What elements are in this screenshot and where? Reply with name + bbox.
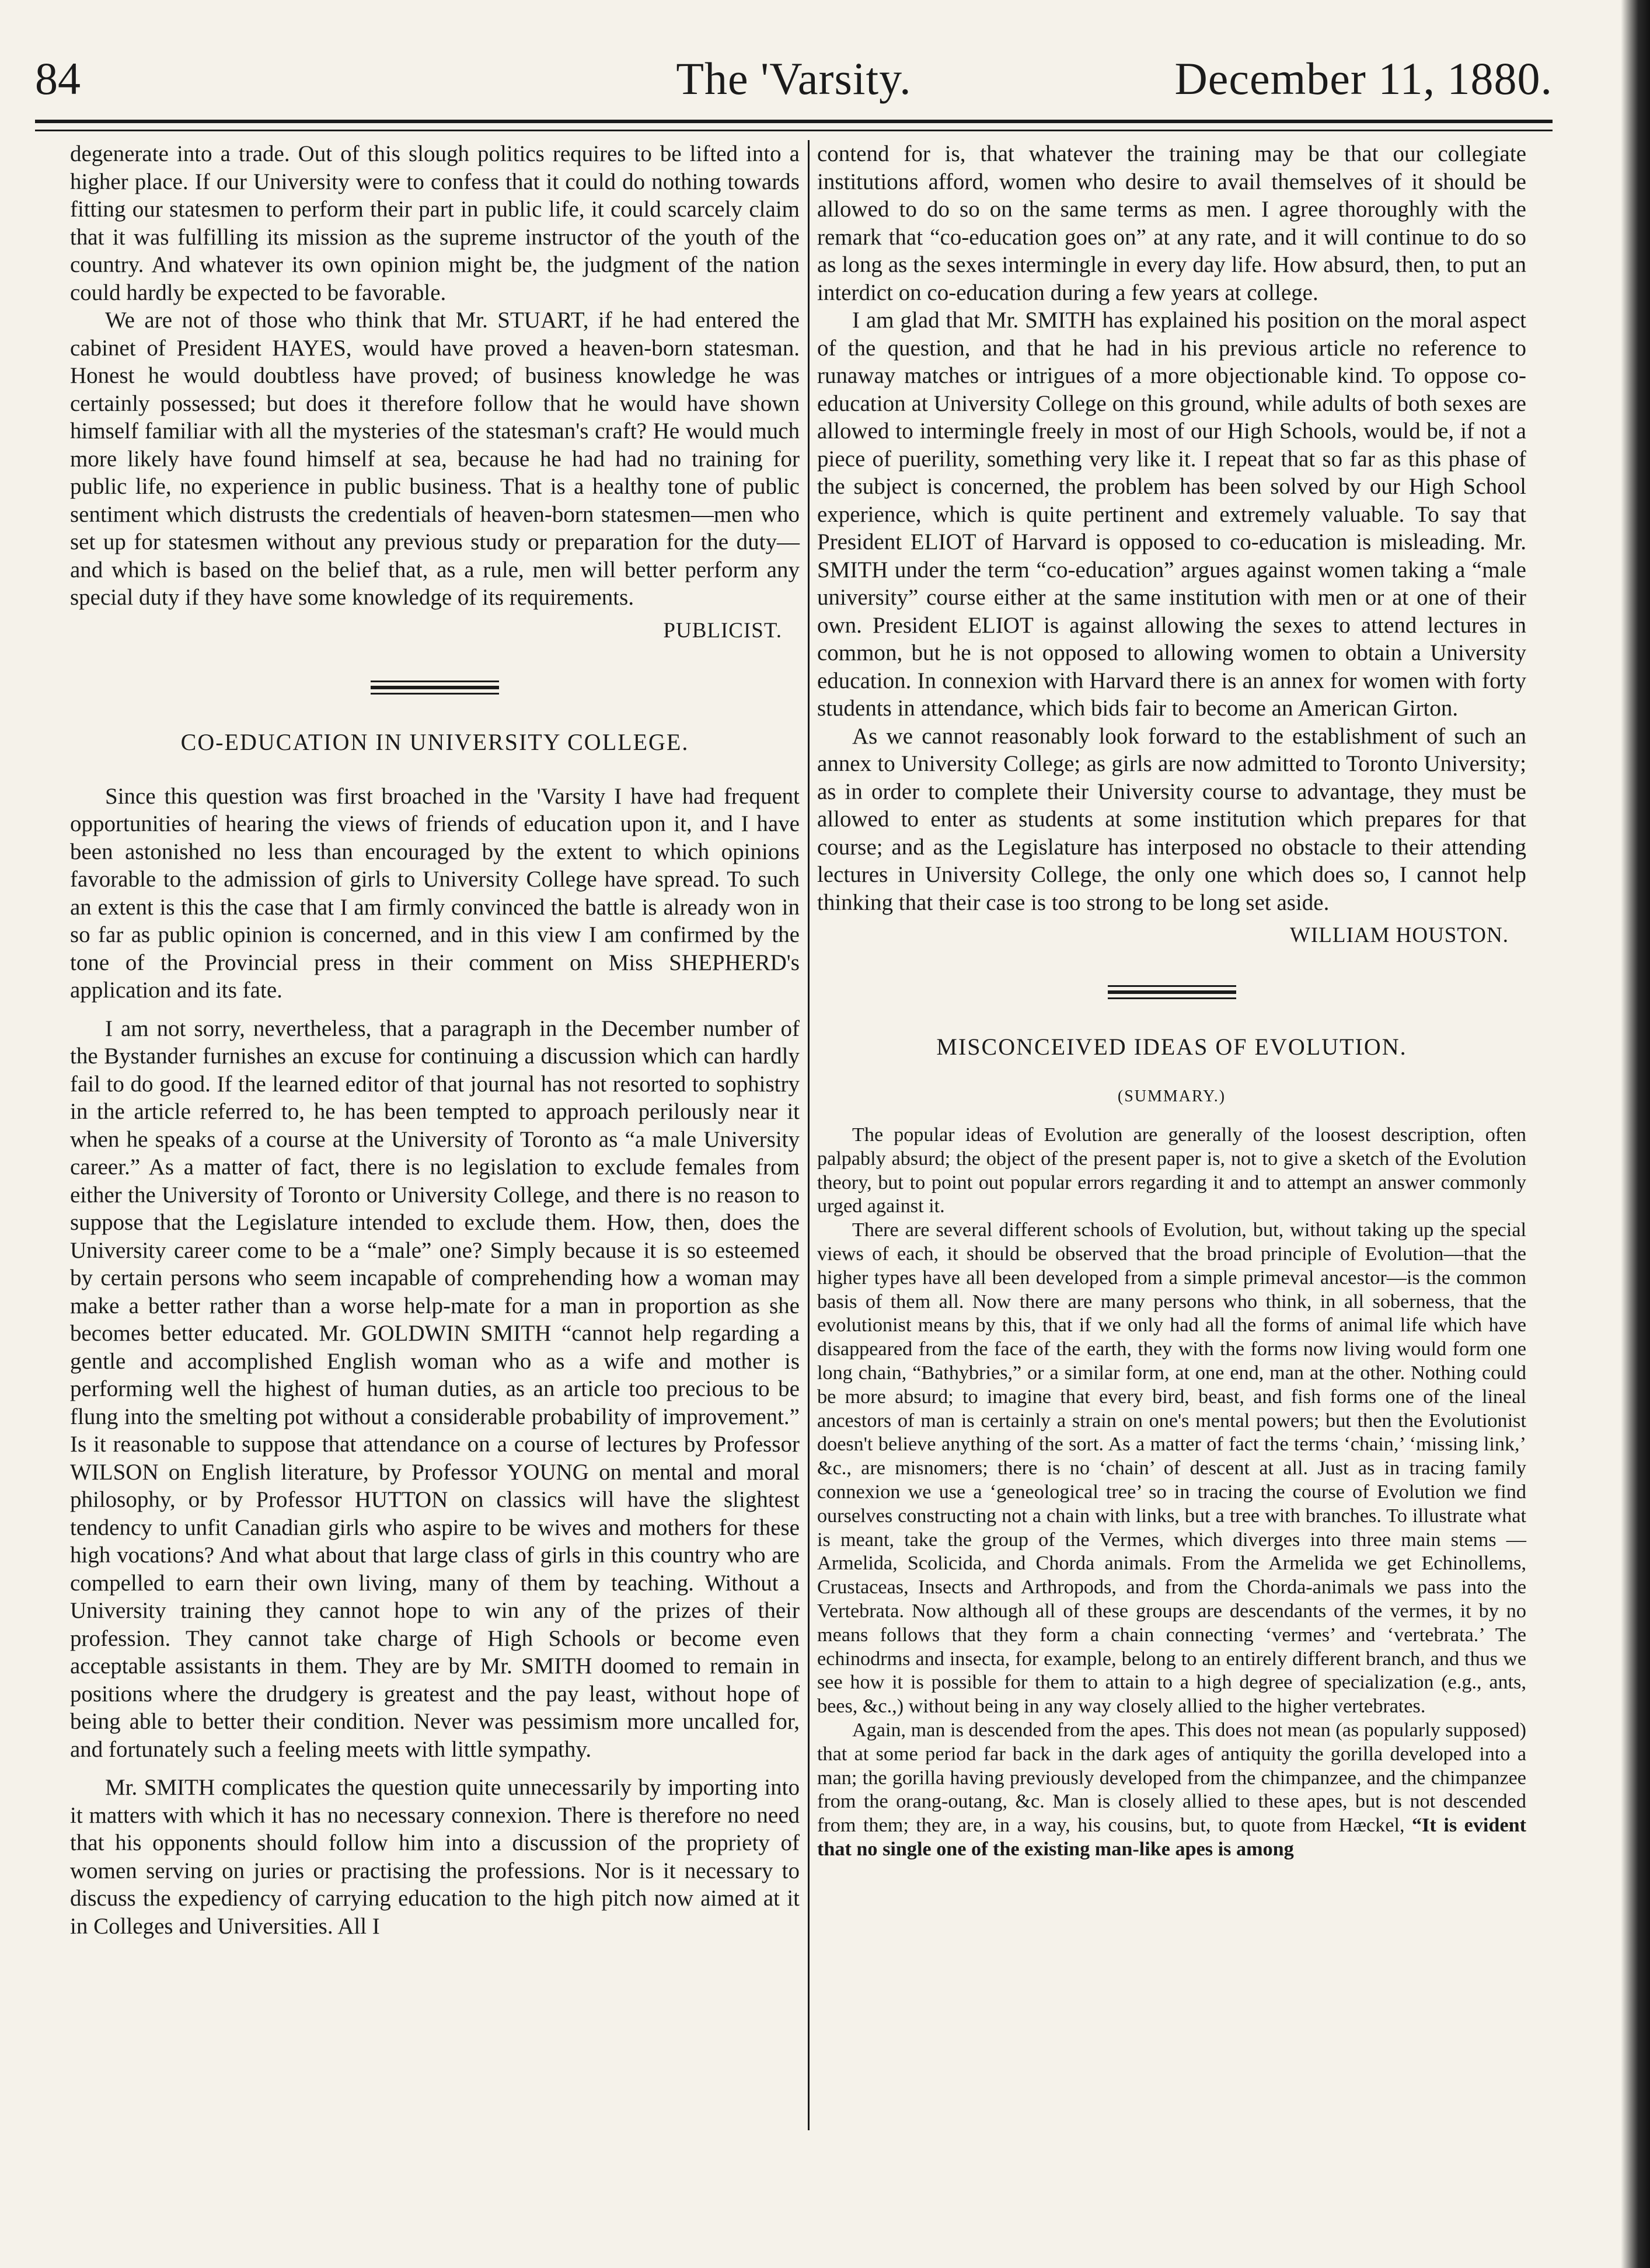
issue-date: December 11, 1880.: [1174, 53, 1553, 104]
right-column: [817, 140, 1526, 1862]
author-signature: PUBLICIST.: [663, 618, 782, 643]
paragraph: As we cannot reasonably look forward to the establishment of such an annex to University College; as girls are now admitted to Toronto University; as in order to complete their University course to advantage, they must be allowed to enter as students at some institution which prepares for that course; and as the Legislature has interposed no obstacle to their attending lectures in University College, the only one which does so, I cannot help thinking that their case is too strong to be long set aside.: [817, 723, 1526, 915]
paragraph: Since this question was first broached in the 'Varsity I have had frequent opportunities of hearing the views of friends of education upon it, and I have been astonished no less than encouraged by the extent to which opinions favorable to the admission of girls to University College have spread. To such an extent is this the case that I am firmly convinced the battle is already won in so far as public opinion is concerned, and in this view I am confirmed by the tone of the Provincial press in their comment on Miss SHEPHERD's application and its fate.: [70, 783, 800, 1003]
section-divider: [1108, 985, 1236, 999]
paragraph: Mr. SMITH complicates the question quite unnecessarily by importing into it matters with which it has no necessary connexion. There is therefore no need that his opponents should follow him into a discussion of the propriety of women serving on juries or practising the professions. Nor is it necessary to discuss the expediency of carrying education to the high pitch now aimed at it in Colleges and Universities. All I: [70, 1775, 800, 1939]
article-subtitle: (SUMMARY.): [1117, 1087, 1226, 1105]
paragraph: I am not sorry, nevertheless, that a paragraph in the December number of the Bystander furnishes an excuse for continuing a discussion which can hardly fail to do good. If the learned editor of that journal has not resorted to sophistry in the article referred to, he has been tempted to approach perilously near it when he speaks of a course at the University of Toronto as “a male University career.” As a matter of fact, there is no legislation to exclude females from either the University of Toronto or University College, and there is no reason to suppose that the Legislature intended to exclude them. How, then, does the University career come to be a “male” one? Simply because it is so esteemed by certain persons who seem incapable of comprehending how a woman may make a better rather than a worse help-mate for a man in proportion as she becomes better educated. Mr. GOLDWIN SMITH “cannot help regarding a gentle and accomplished English woman who as a wife and mother is performing well the highest of human duties, as an article too precious to be flung into the smelting pot without a considerable probability of improvement.” Is it reasonable to suppose that attendance on a course of lectures by Professor WILSON on English literature, by Professor YOUNG on mental and moral philosophy, or by Professor HUTTON on classics will have the slightest tendency to unfit Canadian girls who aspire to be wives and mothers for these high vocations? And what about that large class of girls in this country who are compelled to earn their own living, many of them by teaching. Without a University training they cannot hope to win any of the prizes of their profession. They cannot take charge of High Schools or become even acceptable assistants in them. They are by Mr. SMITH doomed to remain in positions where the drudgery is greatest and the pay least, without hope of being able to better their condition. Never was pessimism more uncalled for, and fortunately such a feeling meets with little sympathy.: [70, 1016, 800, 1762]
section-divider: [371, 681, 499, 695]
paragraph: We are not of those who think that Mr. STUART, if he had entered the cabinet of President HAYES, would have proved a heaven-born statesman. Honest he would doubtless have proved; of business knowledge he was certainly possessed; but does it therefore follow that he would have shown himself familiar with all the mysteries of the statesman's craft? He would much more likely have found himself at sea, because he had had no training for public life, no experience in public business. That is a healthy tone of public sentiment which distrusts the credentials of heaven-born statesmen—men who set up for statesmen without any previous study or preparation for the duty—and which is based on the belief that, as a rule, men will better perform any special duty if they have some knowledge of its requirements.: [70, 308, 800, 610]
paragraph: degenerate into a trade. Out of this slough politics requires to be lifted into a higher place. If our University were to confess that it could do nothing towards fitting our statesmen to perform their part in public life, it could scarcely claim that it was fulfilling its mission as the supreme instructor of the youth of the country. And whatever its own opinion might be, the judgment of the nation could hardly be expected to be favorable.: [70, 141, 800, 305]
paragraph: contend for is, that whatever the training may be that our collegiate institutions afford, women who desire to avail themselves of it should be allowed to do so on the same terms as men. I agree thoroughly with the remark that “co-education goes on” at any rate, and it will continue to do so as long as the sexes intermingle in every day life. How absurd, then, to put an interdict on co-education during a few years at college.: [817, 141, 1526, 305]
publication-title: The 'Varsity.: [676, 53, 912, 104]
paragraph: [817, 1719, 1526, 1862]
quotation-bold: “It is evident that no single one of the existing man-like apes is among: [817, 1815, 1527, 1860]
column-divider: [808, 140, 810, 2130]
article-title: CO-EDUCATION IN UNIVERSITY COLLEGE.: [180, 728, 689, 755]
page-header: [35, 53, 1553, 123]
paragraph-text: Again, man is descended from the apes. This does not mean (as popularly supposed) that at some period far back in the dark ages of antiquity the gorilla developed into a man; the gorilla having previously developed from the chimpanzee, and the chimpanzee from the orang-outang, &c. Man is closely allied to these apes, but is not descended from them; they are, in a way, his cousins, but, to quote from Hæckel,: [817, 1719, 1526, 1837]
paragraph: There are several different schools of Evolution, but, without taking up the special views of each, it should be observed that the broad principle of Evolution—that the higher types have all been developed from a simple primeval ancestor—is the common basis of them all. Now there are many persons who think, in all soberness, that the evolutionist means by this, that if we only had all the forms of animal life which have disappeared from the face of the earth, they with the forms now living would form one long chain, “Bathybries,” or a similar form, at one end, man at the other. Nothing could be more absurd; to imagine that every bird, beast, and fish forms one of the lineal ancestors of man is certainly a strain on one's mental powers; but then the Evolutionist doesn't believe anything of the sort. As a matter of fact the terms ‘chain,’ ‘missing link,’ &c., are misnomers; there is no ‘chain’ of descent at all. Just as in tracing family connexion we use a ‘geneological tree’ so in tracing the course of Evolution we find ourselves constructing not a chain with links, but a tree with branches. To illustrate what is meant, take the group of the Vermes, which diverges into three main stems — Armelida, Scolicida, and Chorda animals. From the Armelida we get Echinollems, Crustaceas, Insects and Arthropods, and from the Chorda-animals we pass into the Vertebrata. Now although all of these groups are descendants of the vermes, it by no means follows that they form a chain connecting ‘vermes’ and ‘vertebrata.’ The echinodrms and insecta, for example, belong to an entirely different branch, and thus we see how it is possible for them to attain to a high degree of specialization (e.g., ants, bees, &c.,) without being in any way closely allied to the higher vertebrates.: [817, 1219, 1526, 1718]
header-rule-thin: [35, 130, 1553, 131]
evolution-article-body: [817, 1123, 1526, 1862]
author-signature: WILLIAM HOUSTON.: [1290, 923, 1509, 947]
article-title: MISCONCEIVED IDEAS OF EVOLUTION.: [936, 1034, 1407, 1060]
paragraph: I am glad that Mr. SMITH has explained his position on the moral aspect of the question, and that he had in his previous article no reference to runaway matches or intrigues of a more objectionable kind. To oppose co-education at University College on this ground, while adults of both sexes are allowed to intermingle freely in most of our High Schools, would be, if not a piece of puerility, something very like it. I repeat that so far as this phase of the subject is concerned, the problem has been solved by our High School experience, which is quite pertinent and extremely valuable. To say that President ELIOT of Harvard is opposed to co-education is misleading. Mr. SMITH under the term “co-education” argues against women taking a “male university” course either at the same institution with men or at one of their own. President ELIOT is against allowing the sexes to attend lectures in common, but he is not opposed to allowing women to obtain a University education. In connexion with Harvard there is an annex for women with forty students in attendance, which bids fair to become an American Girton.: [817, 308, 1526, 721]
page-edge-shadow: [1621, 0, 1650, 2268]
page-number: 84: [35, 53, 81, 104]
left-column: [70, 140, 800, 1940]
header-rule-thick: [35, 120, 1553, 123]
paragraph: The popular ideas of Evolution are generally of the loosest description, often palpably absurd; the object of the present paper is, not to give a sketch of the Evolution theory, but to point out popular errors regarding it and to attempt an answer commonly urged against it.: [817, 1124, 1526, 1217]
